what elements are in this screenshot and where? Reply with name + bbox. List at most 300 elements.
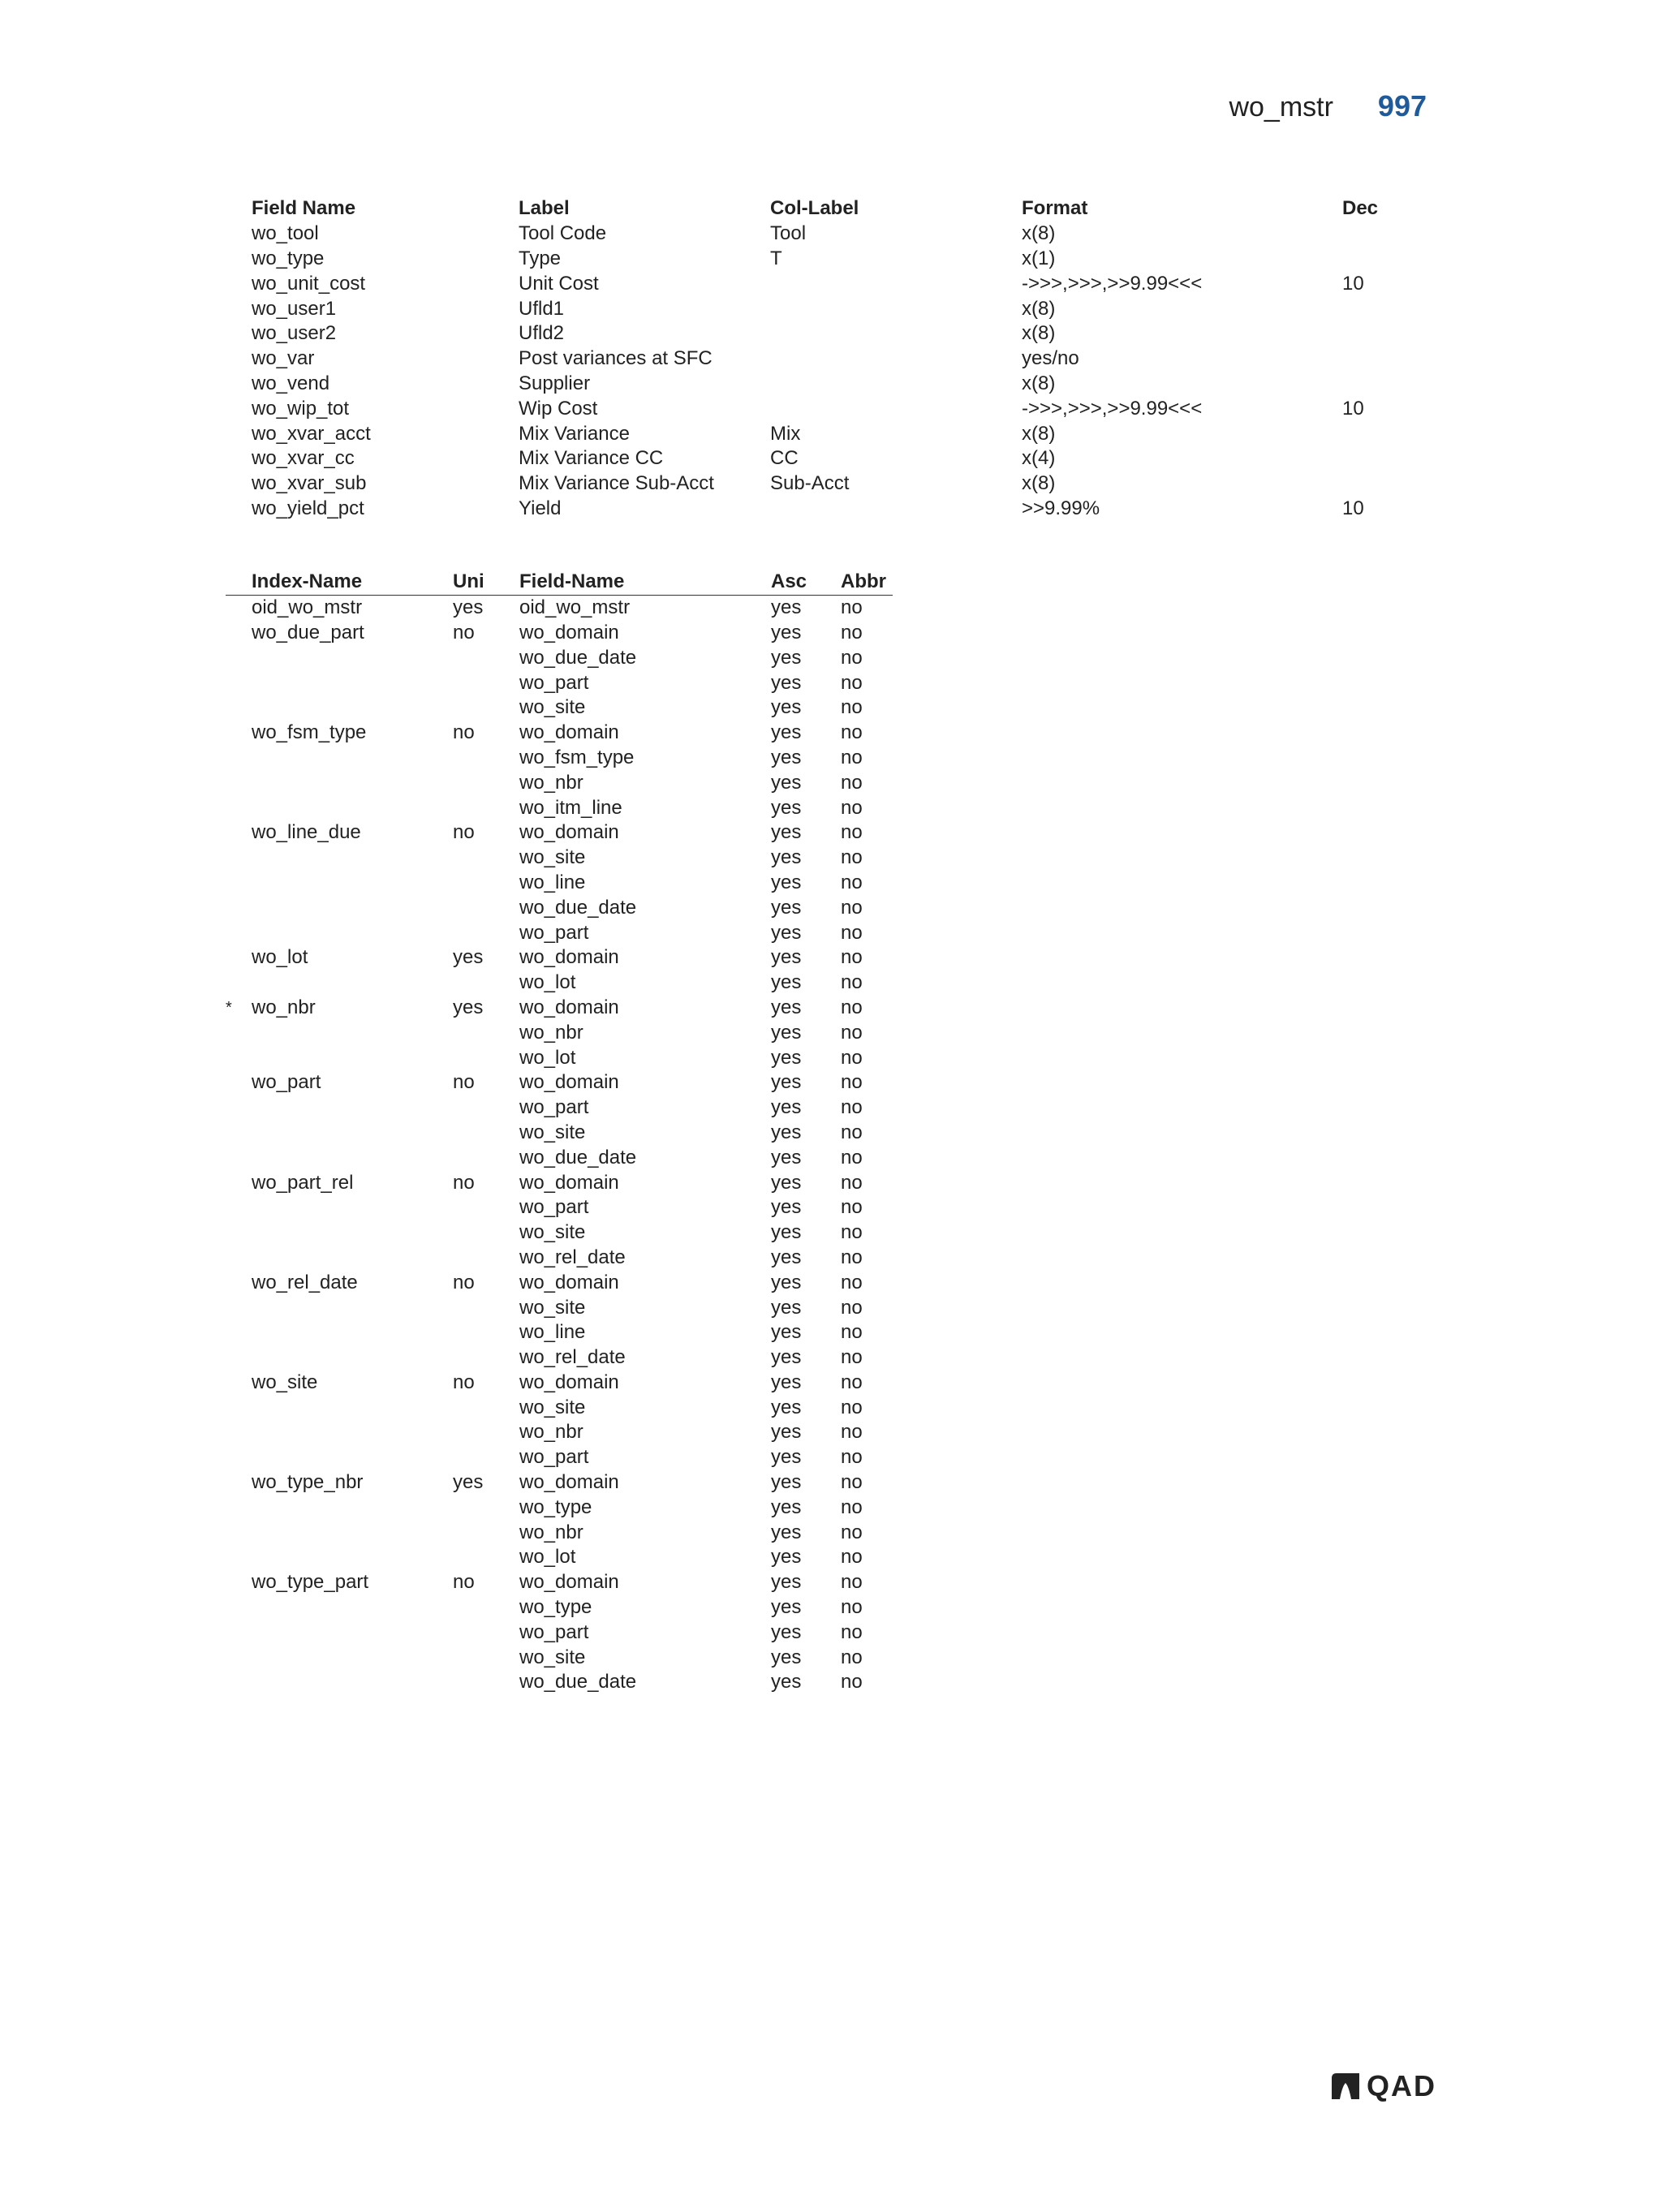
table-cell: yes (453, 946, 484, 969)
primary-index-marker (226, 670, 252, 695)
table-cell: no (841, 1321, 863, 1344)
table-row (226, 1121, 893, 1146)
table-cell (1342, 346, 1432, 372)
table-cell: Wip Cost (519, 397, 598, 420)
table-cell (453, 1595, 519, 1620)
table-cell: Mix Variance Sub-Acct (519, 472, 714, 495)
field-table (252, 196, 1432, 521)
primary-index-marker (226, 920, 252, 945)
table-row (252, 271, 1432, 296)
table-cell: yes (771, 1421, 802, 1444)
table-cell (252, 871, 453, 896)
table-row (226, 1595, 893, 1620)
table-cell: no (841, 1346, 863, 1369)
table-cell: wo_due_date (519, 1146, 637, 1168)
table-row (226, 871, 893, 896)
table-cell (453, 1495, 519, 1520)
table-cell: wo_site (519, 1646, 586, 1668)
primary-index-marker (226, 945, 252, 970)
table-cell: >>9.99% (1022, 497, 1100, 519)
table-row (226, 895, 893, 920)
table-row (226, 1420, 893, 1445)
table-cell: wo_due_part (252, 621, 364, 643)
table-title: wo_mstr (1229, 92, 1333, 123)
table-cell (252, 1595, 453, 1620)
table-cell: no (841, 1096, 863, 1119)
primary-index-marker (226, 1195, 252, 1220)
table-row (226, 1320, 893, 1345)
table-cell: no (841, 1046, 863, 1069)
table-cell (252, 1670, 453, 1695)
table-cell (252, 1345, 453, 1371)
table-cell: no (841, 746, 863, 768)
table-cell: wo_type (519, 1596, 592, 1619)
table-cell: wo_unit_cost (252, 272, 366, 295)
table-cell: yes (771, 1096, 802, 1119)
table-cell: no (453, 1371, 475, 1393)
table-cell: no (841, 671, 863, 694)
table-cell: no (841, 1121, 863, 1143)
table-cell: yes (771, 1271, 802, 1293)
table-cell: Unit Cost (519, 272, 599, 295)
primary-index-marker (226, 1595, 252, 1620)
table-cell: wo_domain (519, 1471, 619, 1494)
page-header (1229, 89, 1427, 130)
table-cell: x(1) (1022, 247, 1056, 269)
table-cell: no (841, 1421, 863, 1444)
primary-index-marker (226, 1020, 252, 1045)
table-cell: no (841, 1396, 863, 1418)
table-cell (252, 645, 453, 670)
table-row (226, 1520, 893, 1545)
table-cell: CC (770, 447, 799, 470)
table-cell: wo_user1 (252, 297, 337, 320)
primary-index-marker (226, 1520, 252, 1545)
table-cell: wo_rel_date (252, 1271, 358, 1293)
table-cell: wo_vend (252, 372, 330, 394)
table-cell: yes (771, 696, 802, 719)
table-row (226, 920, 893, 945)
table-cell: wo_site (519, 1296, 586, 1319)
table-cell: yes (771, 971, 802, 994)
table-cell (252, 1520, 453, 1545)
table-cell (453, 1095, 519, 1121)
table-cell: yes (771, 1296, 802, 1319)
table-cell (252, 1295, 453, 1320)
table-cell (252, 920, 453, 945)
table-cell: Tool (770, 222, 807, 245)
primary-index-marker (226, 795, 252, 820)
table-cell: wo_site (519, 696, 586, 719)
table-cell (453, 1620, 519, 1645)
table-cell: x(8) (1022, 422, 1056, 445)
table-cell (453, 746, 519, 771)
table-cell: yes (771, 1196, 802, 1219)
table-cell: yes (771, 771, 802, 794)
table-cell: wo_rel_date (519, 1246, 626, 1268)
table-cell (453, 1220, 519, 1246)
table-cell: no (841, 1371, 863, 1393)
primary-index-marker (226, 695, 252, 721)
table-row (226, 1145, 893, 1170)
table-row (252, 296, 1432, 321)
primary-index-marker (226, 1170, 252, 1195)
index-col-header (226, 570, 252, 595)
primary-index-marker (226, 871, 252, 896)
primary-index-marker (226, 1395, 252, 1420)
table-cell: wo_line_due (252, 821, 361, 844)
table-cell (1342, 222, 1432, 247)
table-cell: ->>>,>>>,>>9.99<<< (1022, 272, 1203, 295)
table-cell: no (841, 1071, 863, 1094)
table-cell: yes (771, 1671, 802, 1693)
table-cell: wo_due_date (519, 1671, 637, 1693)
table-cell: no (841, 1446, 863, 1469)
table-cell: Mix (770, 422, 801, 445)
table-cell: wo_xvar_cc (252, 447, 355, 470)
table-cell: no (841, 1571, 863, 1594)
primary-index-marker (226, 1420, 252, 1445)
table-cell: yes (453, 596, 484, 619)
table-cell: yes (771, 746, 802, 768)
primary-index-marker (226, 846, 252, 871)
table-cell (453, 895, 519, 920)
table-cell (252, 970, 453, 996)
table-cell (252, 695, 453, 721)
field-col-header: Dec (1342, 197, 1379, 220)
table-cell (453, 1395, 519, 1420)
table-cell: yes (771, 1021, 802, 1044)
table-cell (252, 1121, 453, 1146)
table-cell: yes (453, 1471, 484, 1494)
table-cell: yes (771, 1346, 802, 1369)
table-cell: x(8) (1022, 297, 1056, 320)
primary-index-marker (226, 1121, 252, 1146)
table-cell (1342, 372, 1432, 397)
table-cell (770, 321, 1022, 346)
table-cell: no (841, 596, 863, 619)
table-cell: wo_yield_pct (252, 497, 364, 519)
table-row (226, 1545, 893, 1570)
table-cell (252, 1395, 453, 1420)
primary-index-marker (226, 1246, 252, 1271)
table-cell: 10 (1342, 397, 1364, 420)
primary-index-marker (226, 1345, 252, 1371)
field-col-header: Col-Label (770, 197, 859, 220)
table-row (226, 621, 893, 646)
index-col-header: Field-Name (519, 570, 771, 595)
table-cell: no (841, 1596, 863, 1619)
table-cell: no (453, 1271, 475, 1293)
table-row (226, 1670, 893, 1695)
table-cell (252, 1545, 453, 1570)
table-cell: yes (771, 1571, 802, 1594)
table-cell (252, 795, 453, 820)
table-cell (770, 271, 1022, 296)
table-cell: wo_nbr (519, 1021, 583, 1044)
table-cell (453, 1320, 519, 1345)
table-cell: Mix Variance CC (519, 447, 664, 470)
table-cell (453, 1520, 519, 1545)
table-row (226, 1270, 893, 1295)
table-cell: no (841, 971, 863, 994)
table-cell: wo_type (519, 1495, 592, 1518)
table-row (226, 1246, 893, 1271)
table-cell (453, 1445, 519, 1470)
table-row (226, 1445, 893, 1470)
table-cell: no (841, 1171, 863, 1194)
table-cell: yes (771, 921, 802, 944)
table-cell (1342, 321, 1432, 346)
table-cell (453, 1545, 519, 1570)
table-cell: yes/no (1022, 347, 1079, 370)
table-cell: Mix Variance (519, 422, 630, 445)
table-cell: 10 (1342, 272, 1364, 295)
table-cell: no (453, 821, 475, 844)
table-cell: no (841, 1221, 863, 1244)
table-cell: wo_domain (519, 821, 619, 844)
table-cell (1342, 446, 1432, 471)
table-cell: x(8) (1022, 372, 1056, 394)
table-cell (252, 1445, 453, 1470)
table-cell: yes (771, 646, 802, 669)
primary-index-marker (226, 820, 252, 846)
table-cell: wo_domain (519, 1371, 619, 1393)
table-cell: wo_part (519, 1446, 589, 1469)
table-cell: wo_wip_tot (252, 397, 350, 420)
table-cell: no (841, 1471, 863, 1494)
table-cell: 10 (1342, 497, 1364, 519)
table-cell: no (841, 1646, 863, 1668)
table-row (252, 446, 1432, 471)
table-cell: wo_domain (519, 1571, 619, 1594)
primary-index-marker (226, 1270, 252, 1295)
table-cell (252, 895, 453, 920)
table-row (226, 970, 893, 996)
table-cell (252, 1495, 453, 1520)
table-cell: wo_type (252, 247, 325, 269)
table-row (226, 670, 893, 695)
table-cell (453, 1121, 519, 1146)
table-row (252, 471, 1432, 497)
table-cell (252, 1020, 453, 1045)
table-row (226, 746, 893, 771)
table-cell: no (841, 1521, 863, 1543)
table-cell: yes (771, 1446, 802, 1469)
field-table-body (252, 222, 1432, 522)
table-cell: ->>>,>>>,>>9.99<<< (1022, 397, 1203, 420)
table-cell: no (841, 846, 863, 869)
table-cell (453, 1145, 519, 1170)
primary-index-marker: * (226, 998, 232, 1017)
table-cell: no (453, 1571, 475, 1594)
table-cell: no (453, 721, 475, 744)
table-row (226, 1470, 893, 1495)
table-cell: wo_lot (519, 1546, 576, 1569)
primary-index-marker (226, 645, 252, 670)
table-row (226, 1345, 893, 1371)
table-cell: wo_user2 (252, 322, 337, 345)
table-cell: wo_domain (519, 621, 619, 643)
table-cell (252, 1620, 453, 1645)
primary-index-marker (226, 1670, 252, 1695)
table-cell (453, 1645, 519, 1670)
table-cell (453, 770, 519, 795)
table-row (226, 1620, 893, 1645)
table-cell: x(8) (1022, 222, 1056, 245)
index-col-header: Uni (453, 570, 519, 595)
table-cell: yes (771, 1495, 802, 1518)
table-row (226, 1645, 893, 1670)
index-table-header (226, 570, 893, 595)
table-cell: yes (771, 1146, 802, 1168)
table-cell: yes (771, 1121, 802, 1143)
table-row (226, 1045, 893, 1070)
table-cell: no (841, 771, 863, 794)
table-cell: wo_lot (519, 1046, 576, 1069)
table-cell: no (841, 696, 863, 719)
field-col-header: Format (1022, 197, 1088, 220)
table-cell: x(8) (1022, 322, 1056, 345)
table-cell: wo_nbr (519, 1521, 583, 1543)
primary-index-marker (226, 1095, 252, 1121)
table-row (226, 595, 893, 620)
primary-index-marker (226, 1220, 252, 1246)
primary-index-marker (226, 970, 252, 996)
table-cell: no (841, 621, 863, 643)
table-row (226, 1570, 893, 1595)
index-table-body (226, 595, 893, 1695)
table-cell: wo_domain (519, 1071, 619, 1094)
table-row (226, 1070, 893, 1095)
table-row (226, 846, 893, 871)
table-row (252, 222, 1432, 247)
table-cell (453, 920, 519, 945)
table-cell: yes (771, 1646, 802, 1668)
table-row (226, 820, 893, 846)
table-cell: yes (771, 1221, 802, 1244)
table-row (252, 497, 1432, 522)
primary-index-marker (226, 1470, 252, 1495)
table-cell: wo_site (519, 1396, 586, 1418)
table-cell: yes (771, 621, 802, 643)
primary-index-marker (226, 595, 252, 620)
primary-index-marker (226, 770, 252, 795)
table-cell: yes (771, 1471, 802, 1494)
table-cell: wo_fsm_type (519, 746, 635, 768)
page-number: 997 (1377, 89, 1427, 123)
table-cell: no (841, 821, 863, 844)
table-cell: wo_due_date (519, 646, 637, 669)
primary-index-marker (226, 1570, 252, 1595)
table-cell: yes (771, 996, 802, 1018)
table-row (252, 321, 1432, 346)
index-col-header: Asc (771, 570, 841, 595)
table-cell: no (841, 996, 863, 1018)
table-cell: wo_nbr (519, 771, 583, 794)
table-cell: wo_part (519, 921, 589, 944)
table-cell: yes (771, 1246, 802, 1268)
table-row (226, 795, 893, 820)
table-cell (453, 670, 519, 695)
table-cell (453, 846, 519, 871)
primary-index-marker (226, 1445, 252, 1470)
table-cell (453, 695, 519, 721)
table-cell: Ufld2 (519, 322, 565, 345)
table-cell: wo_type_nbr (252, 1471, 364, 1494)
table-cell: no (841, 871, 863, 893)
primary-index-marker (226, 1145, 252, 1170)
table-cell: oid_wo_mstr (519, 596, 631, 619)
table-cell: yes (771, 871, 802, 893)
table-cell: wo_site (519, 1121, 586, 1143)
table-cell: wo_site (519, 846, 586, 869)
qad-logo-icon (1329, 2072, 1362, 2101)
table-cell: no (841, 1296, 863, 1319)
field-col-header: Field Name (252, 197, 356, 220)
table-cell: wo_domain (519, 996, 619, 1018)
table-cell (252, 1246, 453, 1271)
table-cell: Ufld1 (519, 297, 565, 320)
primary-index-marker (226, 1320, 252, 1345)
table-cell: yes (771, 946, 802, 969)
table-cell (252, 1045, 453, 1070)
table-cell (252, 1320, 453, 1345)
table-cell: wo_part (519, 671, 589, 694)
table-cell (252, 746, 453, 771)
table-cell: Sub-Acct (770, 472, 850, 495)
table-cell (770, 296, 1022, 321)
table-cell: wo_part_rel (252, 1171, 354, 1194)
table-row (252, 372, 1432, 397)
table-cell: no (841, 721, 863, 744)
table-cell: yes (771, 1046, 802, 1069)
table-cell (770, 346, 1022, 372)
primary-index-marker (226, 1545, 252, 1570)
table-row (226, 1371, 893, 1396)
table-cell: wo_domain (519, 721, 619, 744)
table-cell: wo_nbr (519, 1421, 583, 1444)
table-cell: no (841, 921, 863, 944)
table-cell (453, 1020, 519, 1045)
primary-index-marker (226, 1620, 252, 1645)
table-cell: no (841, 896, 863, 919)
table-cell: no (841, 1146, 863, 1168)
table-cell (1342, 296, 1432, 321)
primary-index-marker (226, 895, 252, 920)
index-col-header: Index-Name (252, 570, 453, 595)
primary-index-marker (226, 721, 252, 746)
primary-index-marker (226, 1645, 252, 1670)
table-cell: wo_itm_line (519, 796, 622, 819)
table-cell (453, 1345, 519, 1371)
table-cell: wo_xvar_sub (252, 472, 367, 495)
table-row (226, 645, 893, 670)
table-cell: no (841, 1671, 863, 1693)
table-cell: wo_part (252, 1071, 321, 1094)
table-row (226, 1295, 893, 1320)
table-cell (252, 1195, 453, 1220)
table-cell (453, 1295, 519, 1320)
table-cell (453, 1670, 519, 1695)
table-cell: wo_line (519, 1321, 586, 1344)
primary-index-marker (226, 1295, 252, 1320)
table-cell (453, 970, 519, 996)
table-cell: yes (771, 1596, 802, 1619)
table-cell: yes (771, 1171, 802, 1194)
table-cell: no (841, 646, 863, 669)
table-cell (252, 1420, 453, 1445)
